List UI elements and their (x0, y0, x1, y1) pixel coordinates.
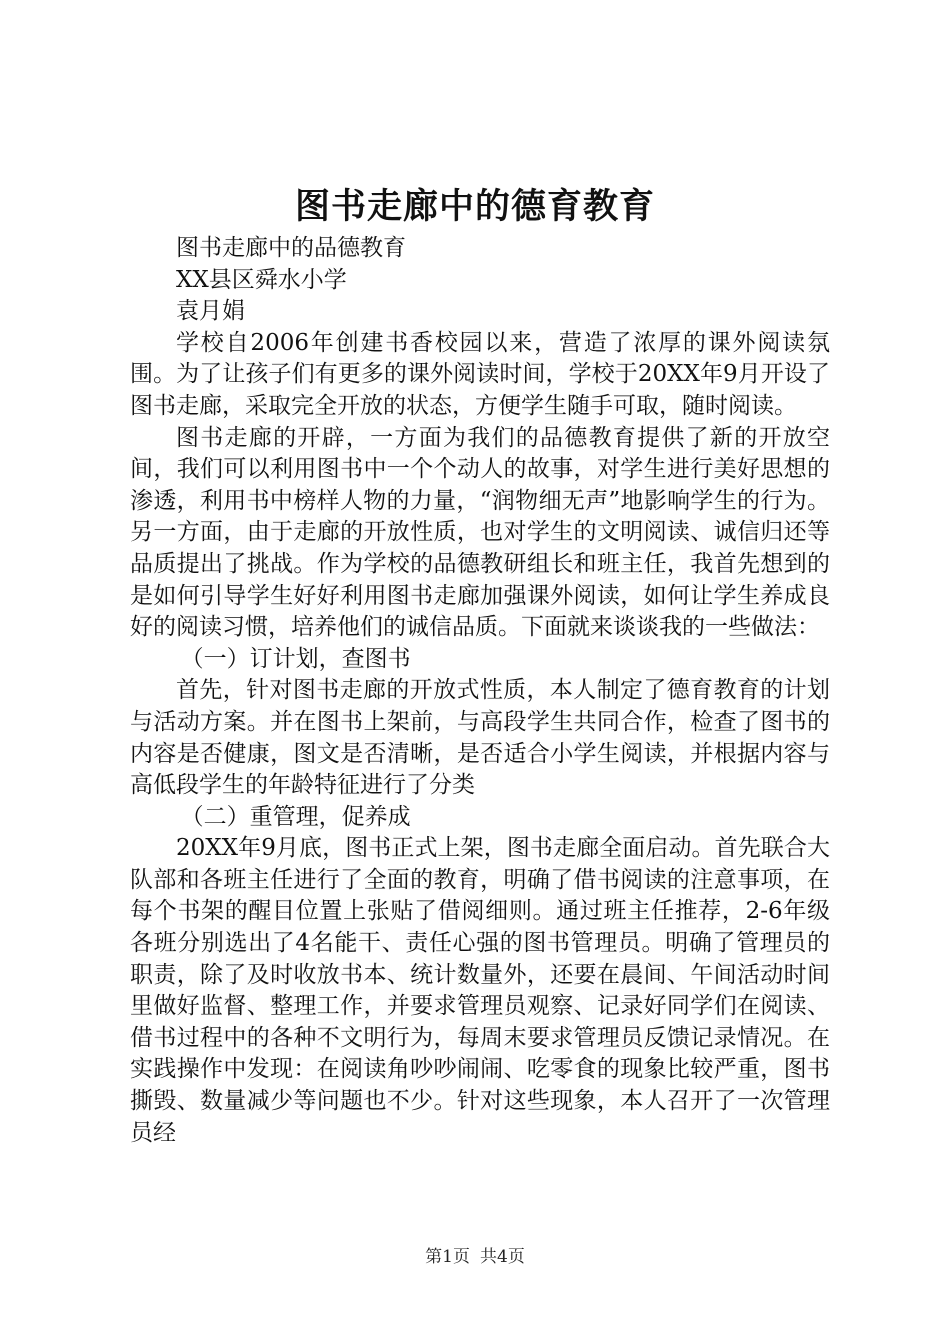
paragraph-intro: 学校自2006年创建书香校园以来，营造了浓厚的课外阅读氛围。为了让孩子们有更多的课外阅读时间，学校于20XX年9月开设了图书走廊，采取完全开放的状态，方便学生随手可取，随时阅读。 (130, 329, 830, 419)
document-title: 图书走廊中的德育教育 (294, 186, 655, 227)
section-heading-plan: （一）订计划，查图书 (180, 645, 411, 672)
page-total: 共4页 (480, 1247, 525, 1267)
document-subtitle: 图书走廊中的品德教育 (176, 235, 406, 261)
page-footer (0, 1245, 950, 1269)
school-name: XX县区舜水小学 (176, 266, 347, 293)
document-body (130, 233, 830, 1149)
page-number: 第1页 (425, 1247, 470, 1267)
section-heading-management: （二）重管理，促养成 (180, 803, 411, 830)
paragraph-management: 20XX年9月底，图书正式上架，图书走廊全面启动。首先联合大队部和各班主任进行了全面的教育，明确了借书阅读的注意事项，在每个书架的醒目位置上张贴了借阅细则。通过班主任推荐，2-6年级各班分别选出了4名能干、责任心强的图书管理员。明确了管理员的职责，除了及时收放书本、统计数量外，还要在晨间、午间活动时间里做好监督、整理工作，并要求管理员观察、记录好同学们在阅读、借书过程中的各种不文明行为，每周末要求管理员反馈记录情况。在实践操作中发现：在阅读角吵吵闹闹、吃零食的现象比较严重，图书撕毁、数量减少等问题也不少。针对这些现象，本人召开了一次管理员经 (130, 835, 830, 1146)
paragraph-background: 图书走廊的开辟，一方面为我们的品德教育提供了新的开放空间，我们可以利用图书中一个个动人的故事，对学生进行美好思想的渗透，利用书中榜样人物的力量，“润物细无声”地影响学生的行为。另一方面，由于走廊的开放性质，也对学生的文明阅读、诚信归还等品质提出了挑战。作为学校的品德教研组长和班主任，我首先想到的是如何引导学生好好利用图书走廊加强课外阅读，如何让学生养成良好的阅读习惯，培养他们的诚信品质。下面就来谈谈我的一些做法： (130, 424, 830, 641)
author-name: 袁月娟 (176, 298, 245, 325)
paragraph-plan: 首先，针对图书走廊的开放式性质，本人制定了德育教育的计划与活动方案。并在图书上架前，与高段学生共同合作，检查了图书的内容是否健康，图文是否清晰，是否适合小学生阅读，并根据内容与高低段学生的年龄特征进行了分类 (130, 677, 830, 799)
